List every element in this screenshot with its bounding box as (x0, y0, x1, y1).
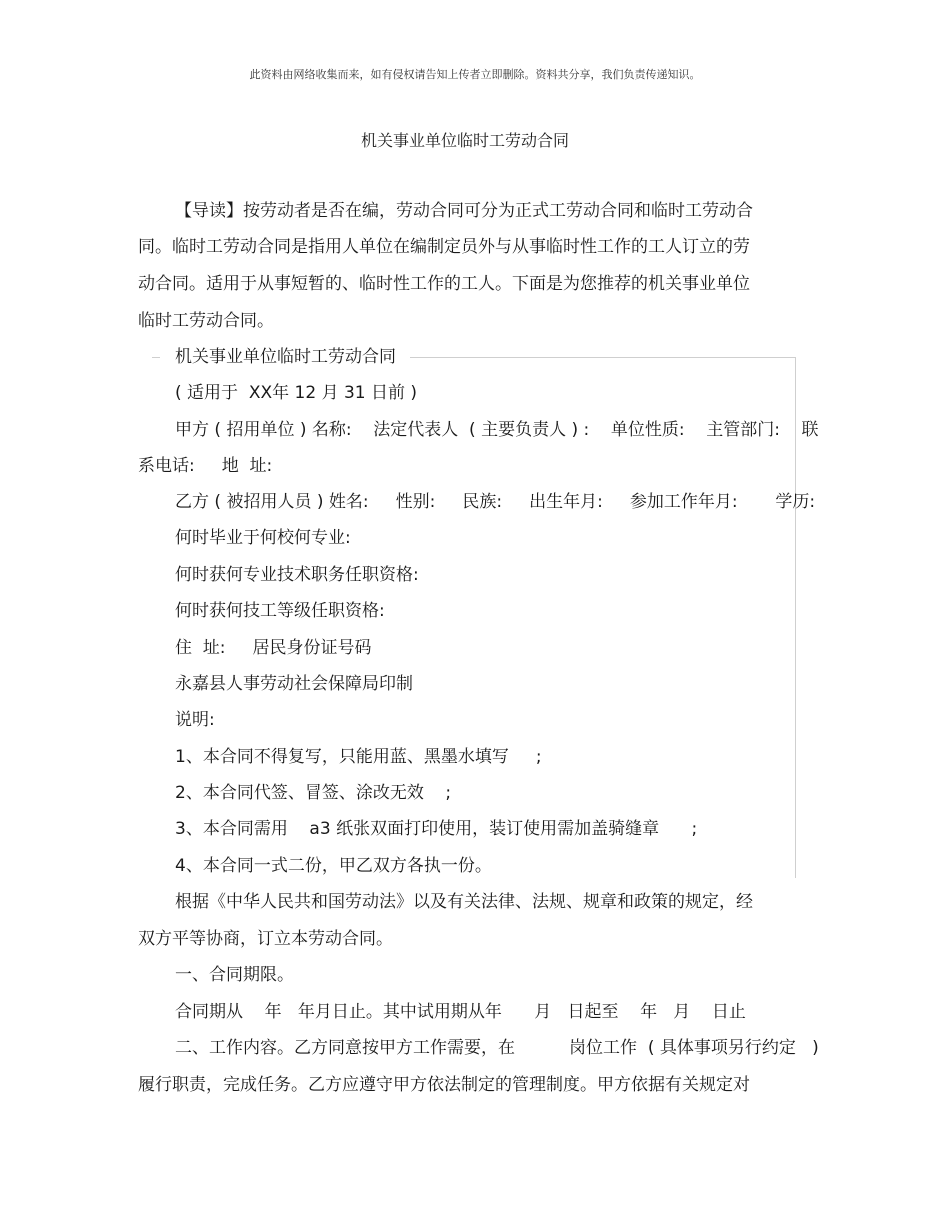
intro-line-3: 动合同。适用于从事短暂的、临时性工作的工人。下面是为您推荐的机关事业单位 (138, 274, 750, 294)
party-a-line-2: 系电话: 地 址: (138, 456, 273, 476)
basis-line-1: 根据《中华人民共和国劳动法》以及有关法律、法规、规章和政策的规定，经 (175, 892, 753, 912)
note-item: 3、本合同需用 a3 纸张双面打印使用，装订使用需加盖骑缝章 ; (175, 819, 698, 839)
disclaimer-notice: 此资料由网络收集而来，如有侵权请告知上传者立即删除。资料共分享，我们负责传递知识。 (249, 68, 701, 81)
party-b-line: 乙方 ( 被招用人员 ) 姓名: 性别: 民族: 出生年月: 参加工作年月: 学历: (175, 492, 816, 512)
form-applicable: ( 适用于 XX年 12 月 31 日前 ) (175, 383, 418, 403)
skill-level-line: 何时获何技工等级任职资格: (175, 601, 385, 621)
intro-line-2: 同。临时工劳动合同是指用人单位在编制定员外与从事临时性工作的工人订立的劳 (138, 237, 750, 257)
tech-title-line: 何时获何专业技术职务任职资格: (175, 565, 419, 585)
note-item: 4、本合同一式二份，甲乙双方各执一份。 (175, 856, 492, 876)
intro-line-4: 临时工劳动合同。 (138, 311, 274, 331)
section2-line-1: 二、工作内容。乙方同意按甲方工作需要，在 岗位工作 ( 具体事项另行约定 ) (175, 1038, 819, 1058)
note-item: 1、本合同不得复写，只能用蓝、黑墨水填写 ; (175, 747, 542, 767)
party-a-line-1: 甲方 ( 招用单位 ) 名称: 法定代表人 ( 主要负责人 ) : 单位性质: 主管部门: 联 (175, 420, 819, 440)
note-item: 2、本合同代签、冒签、涂改无效 ; (175, 783, 452, 803)
section1-text: 合同期从 年 年月日止。其中试用期从年 月 日起至 年 月 日止 (175, 1002, 746, 1022)
intro-line-1: 【导读】按劳动者是否在编，劳动合同可分为正式工劳动合同和临时工劳动合 (175, 201, 753, 221)
page-title: 机关事业单位临时工劳动合同 (360, 131, 569, 150)
graduation-line: 何时毕业于何校何专业: (175, 528, 351, 548)
basis-line-2: 双方平等协商，订立本劳动合同。 (138, 929, 393, 949)
section1-heading: 一、合同期限。 (175, 965, 294, 985)
form-heading: 机关事业单位临时工劳动合同 (175, 347, 396, 367)
section2-line-2: 履行职责，完成任务。乙方应遵守甲方依法制定的管理制度。甲方依据有关规定对 (138, 1075, 750, 1095)
printer-line: 永嘉县人事劳动社会保障局印制 (175, 674, 413, 694)
notes-heading: 说明: (175, 710, 215, 730)
address-line: 住 址: 居民身份证号码 (175, 638, 372, 658)
